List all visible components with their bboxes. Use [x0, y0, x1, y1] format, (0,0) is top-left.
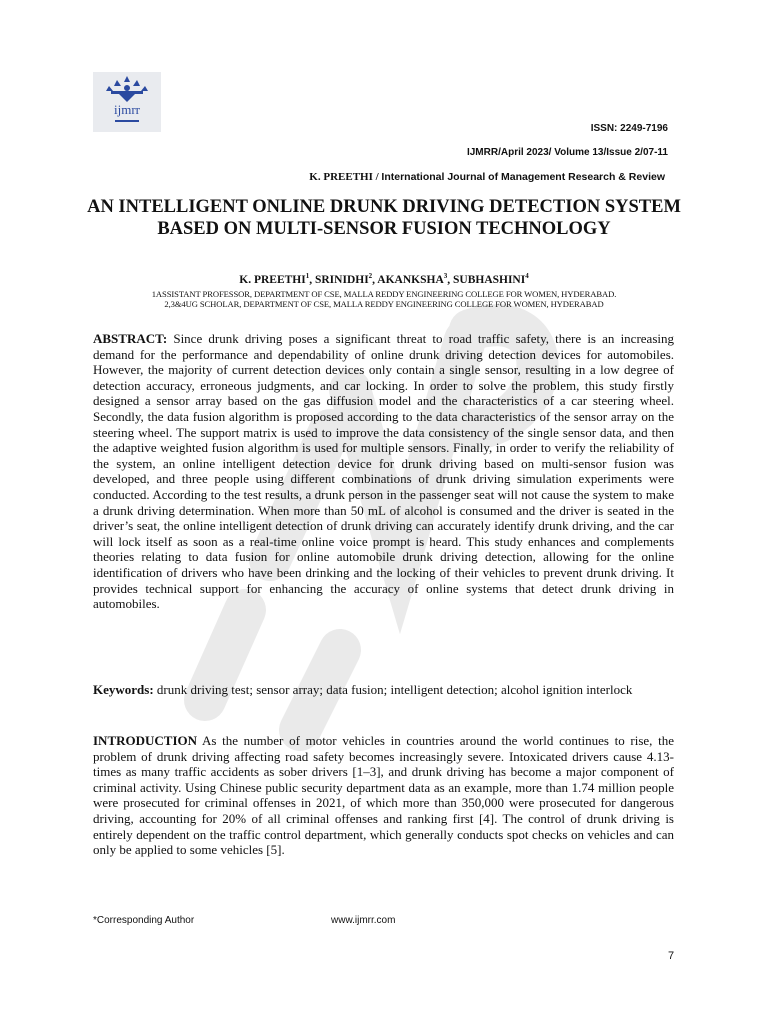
- author-sup: 1: [305, 272, 310, 280]
- abstract-label: ABSTRACT:: [93, 331, 168, 346]
- introduction-heading: INTRODUCTION: [93, 733, 198, 748]
- introduction: [93, 733, 674, 858]
- introduction-text: As the number of motor vehicles in countries around the world continues to rise, the problem of drunk driving affecting road safety becomes increasingly severe. Intoxicated drivers cause 4.13-times as many traffic accidents as sober drivers [1–3], and drunk driving has become a major component of criminal activity. Using Chinese public security department data as an example, more than 1.74 million people were prosecuted for criminal offenses in 2021, of which more than 350,000 were prosecuted for dangerous driving, accounting for 20% of all criminal offenses and ranking first [4]. The control of drunk driving is entirely dependent on the traffic control department, which generally conducts spot checks on vehicles and can only be applied to some vehicles [5].: [93, 733, 674, 858]
- abstract-text: Since drunk driving poses a significant threat to road traffic safety, there is an increasing demand for the performance and dependability of online drunk driving detection devices for automobiles. However, the majority of current detection devices only contain a single sensor, resulting in a low degree of detection accuracy, erroneous judgments, and car locking. In order to solve the problem, this study firstly designed a sensor array based on the gas diffusion model and the characteristics of a car steering wheel. Secondly, the data fusion algorithm is proposed according to the data characteristics of the sensor array on the steering wheel. The support matrix is used to improve the data consistency of the single sensor data, and then the adaptive weighted fusion algorithm is used for multiple sensors. Finally, in order to verify the reliability of the system, an online intelligent detection device for drunk driving based on multi-sensor fusion was developed, and three people using different combinations of drunk driving simulation experiments were conducted. According to the test results, a drunk person in the passenger seat will not cause the system to make a drunk driving determination. When more than 50 mL of alcohol is consumed and the driver is seated in the driver’s seat, the online intelligent detection of drunk driving can accurately identify drunk driving, and the car will lock itself as soon as a real-time online voice prompt is heard. This study enhances and complements theories relating to data fusion for online automobile drunk driving detection, allowing for the online identification of drivers who have been drinking and the locking of their vehicles to prevent drunk driving. It provides technical support for enhancing the accuracy of online systems that detect drunk driving in automobiles.: [93, 331, 674, 612]
- author-name: SRINIDHI: [314, 273, 369, 286]
- issn-text: ISSN: 2249-7196: [590, 123, 668, 134]
- journal-name: International Journal of Management Research & Review: [381, 171, 665, 183]
- author-sup: 2: [368, 272, 373, 280]
- issue-info: IJMRR/April 2023/ Volume 13/Issue 2/07-11: [466, 147, 668, 158]
- keywords-label: Keywords:: [93, 682, 154, 697]
- author-sup: 3: [443, 272, 448, 280]
- journal-logo: [93, 72, 161, 132]
- running-author: K. PREETHI /: [309, 171, 379, 183]
- running-header: [309, 171, 665, 183]
- paper-title: AN INTELLIGENT ONLINE DRUNK DRIVING DETECTION SYSTEM BASED ON MULTI-SENSOR FUSION TECHNOLOGY: [87, 197, 681, 239]
- logo-text: ijmrr: [114, 102, 140, 117]
- author-name: SUBHASHINI: [453, 273, 526, 286]
- affiliation-1: 1ASSISTANT PROFESSOR, DEPARTMENT OF CSE, MALLA REDDY ENGINEERING COLLEGE FOR WOMEN, HYDERABAD.: [151, 289, 617, 299]
- abstract: [93, 331, 674, 612]
- affiliation-2: 2,3&4UG SCHOLAR, DEPARTMENT OF CSE, MALLA REDDY ENGINEERING COLLEGE FOR WOMEN, HYDERABAD: [164, 299, 604, 309]
- keywords-text: drunk driving test; sensor array; data fusion; intelligent detection; alcohol ignition interlock: [156, 682, 633, 697]
- author-list: K. PREETHI$^1$, SRINIDHI$^2$, AKANKSHA$^3$, SUBHASHINI$^4$: [239, 272, 529, 286]
- page-number: 7: [668, 950, 675, 962]
- author-name: K. PREETHI: [239, 273, 306, 286]
- author-sup: 4: [525, 272, 529, 280]
- author-name: AKANKSHA: [377, 273, 444, 286]
- keywords: [93, 682, 674, 698]
- corresponding-author-note: *Corresponding Author: [93, 915, 195, 926]
- journal-website: www.ijmrr.com: [331, 915, 396, 926]
